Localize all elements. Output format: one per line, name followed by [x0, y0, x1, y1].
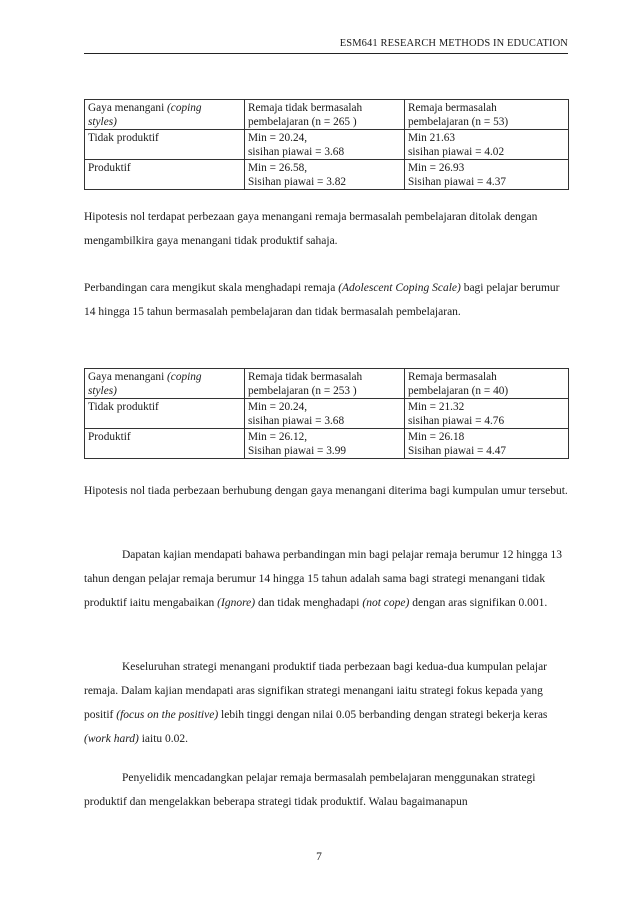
table-header-row	[85, 369, 569, 399]
paragraph-hypothesis-2: Hipotesis nol tiada perbezaan berhubung dengan gaya menangani diterima bagi kumpulan umur tersebut.	[84, 485, 568, 497]
table-cell: Min = 20.24, sisihan piawai = 3.68	[245, 399, 405, 429]
paragraph-hypothesis-1: Hipotesis nol terdapat perbezaan gaya menangani remaja bermasalah pembelajaran ditolak dengan mengambilkira gaya menangani tidak produktif sahaja.	[84, 211, 538, 247]
table-row	[85, 399, 569, 429]
table-row-label: Tidak produktif	[85, 399, 245, 429]
table-cell: Min = 26.18 Sisihan piawai = 4.47	[405, 429, 569, 459]
header-rule	[84, 53, 568, 54]
table-header-cell: Remaja bermasalah pembelajaran (n = 40)	[405, 369, 569, 399]
table-header-cell: Remaja tidak bermasalah pembelajaran (n = 265 )	[245, 100, 405, 130]
results-table-2	[84, 368, 569, 459]
paragraph-findings: Dapatan kajian mendapati bahawa perbandingan min bagi pelajar remaja berumur 12 hingga 13 tahun dengan pelajar remaja berumur 14 hingga 15 tahun adalah sama bagi strategi menangani tidak produktif iaitu mengabaikan (Ignore) dan tidak menghadapi (not cope) dengan aras signifikan 0.001.	[84, 549, 563, 609]
table-header-row	[85, 100, 569, 130]
table-row	[85, 160, 569, 190]
table-cell: Min = 26.58, Sisihan piawai = 3.82	[245, 160, 405, 190]
table-row	[85, 429, 569, 459]
table-header-cell: Remaja tidak bermasalah pembelajaran (n = 253 )	[245, 369, 405, 399]
running-header: ESM641 RESEARCH METHODS IN EDUCATION	[339, 38, 568, 49]
table-cell: Min = 20.24, sisihan piawai = 3.68	[245, 130, 405, 160]
page-number: 7	[316, 851, 322, 863]
table-cell: Min = 26.12, Sisihan piawai = 3.99	[245, 429, 405, 459]
paragraph-comparison: Perbandingan cara mengikut skala menghadapi remaja (Adolescent Coping Scale) bagi pelajar berumur 14 hingga 15 tahun bermasalah pembelajaran dan tidak bermasalah pembelajaran.	[84, 282, 560, 318]
table-header-cell: Gaya menangani (coping styles)	[85, 100, 245, 130]
table-row-label: Tidak produktif	[85, 130, 245, 160]
table-row-label: Produktif	[85, 160, 245, 190]
paragraph-productive-strategy: Keseluruhan strategi menangani produktif tiada perbezaan bagi kedua-dua kumpulan pelajar remaja. Dalam kajian mendapati aras signifikan strategi menangani iaitu strategi fokus kepada yang positif (focus on the positive) lebih tinggi dengan nilai 0.05 berbanding dengan strategi bekerja keras (work hard) iaitu 0.02.	[84, 661, 548, 745]
table-header-cell: Gaya menangani (coping styles)	[85, 369, 245, 399]
table-row-label: Produktif	[85, 429, 245, 459]
table-cell: Min = 21.32 sisihan piawai = 4.76	[405, 399, 569, 429]
paragraph-recommendation: Penyelidik mencadangkan pelajar remaja bermasalah pembelajaran menggunakan strategi produktif dan mengelakkan beberapa strategi tidak produktif. Walau bagaimanapun	[84, 772, 536, 808]
table-header-cell: Remaja bermasalah pembelajaran (n = 53)	[405, 100, 569, 130]
table-cell: Min 21.63 sisihan piawai = 4.02	[405, 130, 569, 160]
table-row	[85, 130, 569, 160]
table-cell: Min = 26.93 Sisihan piawai = 4.37	[405, 160, 569, 190]
results-table-1	[84, 99, 569, 190]
